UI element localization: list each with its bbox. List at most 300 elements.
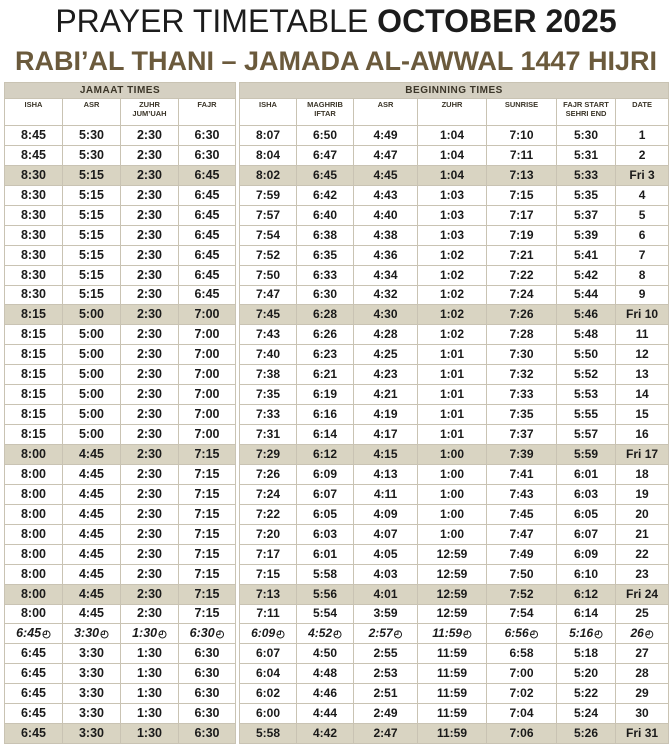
jamaat-isha-cell: 8:15 bbox=[5, 325, 63, 345]
jamaat-isha-cell: 8:30 bbox=[5, 165, 63, 185]
table-row bbox=[5, 684, 669, 704]
jamaat-fajr-cell: 6:45 bbox=[179, 205, 236, 225]
beginning-isha-cell: 7:45 bbox=[240, 305, 297, 325]
beginning-sunrise-cell: 7:02 bbox=[487, 684, 557, 704]
date-cell: Fri 17 bbox=[616, 445, 669, 465]
jamaat-asr-cell: 3:30 bbox=[63, 684, 121, 704]
beginning-fajr-start-cell: 6:12 bbox=[557, 584, 616, 604]
beginning-isha-cell: 7:15 bbox=[240, 564, 297, 584]
beginning-maghrib-cell: 6:45 bbox=[297, 165, 354, 185]
beginning-asr-cell: 2:47 bbox=[354, 724, 418, 744]
beginning-asr-cell: 4:05 bbox=[354, 544, 418, 564]
beginning-isha-cell: 6:02 bbox=[240, 684, 297, 704]
beginning-sunrise-cell: 7:15 bbox=[487, 185, 557, 205]
jamaat-fajr-cell: 6:30 bbox=[179, 126, 236, 146]
beginning-asr-cell: 4:43 bbox=[354, 185, 418, 205]
date-cell: 15 bbox=[616, 405, 669, 425]
beginning-asr-cell: 4:25 bbox=[354, 345, 418, 365]
date-cell: 22 bbox=[616, 544, 669, 564]
jamaat-isha-cell: 8:15 bbox=[5, 305, 63, 325]
beginning-fajr-start-cell: 5:16◴ bbox=[557, 624, 616, 644]
jamaat-asr-cell: 5:00 bbox=[63, 305, 121, 325]
beginning-col-maghrib: MAGHRIB IFTAR bbox=[297, 99, 354, 126]
beginning-maghrib-cell: 4:50 bbox=[297, 644, 354, 664]
beginning-zuhr-cell: 11:59 bbox=[418, 684, 487, 704]
hijri-title: RABI’AL THANI – JAMADA AL-AWWAL 1447 HIJRI bbox=[14, 46, 658, 76]
jamaat-fajr-cell: 7:15 bbox=[179, 484, 236, 504]
date-cell: 20 bbox=[616, 504, 669, 524]
beginning-col-zuhr: ZUHR bbox=[418, 99, 487, 126]
beginning-asr-cell: 4:47 bbox=[354, 145, 418, 165]
jamaat-fajr-cell: 7:00 bbox=[179, 385, 236, 405]
jamaat-asr-cell: 3:30 bbox=[63, 704, 121, 724]
jamaat-isha-cell: 8:00 bbox=[5, 445, 63, 465]
date-cell: 26◴ bbox=[616, 624, 669, 644]
beginning-maghrib-cell: 6:07 bbox=[297, 484, 354, 504]
jamaat-zuhr-cell: 1:30◴ bbox=[121, 624, 179, 644]
jamaat-isha-cell: 8:30 bbox=[5, 205, 63, 225]
jamaat-fajr-cell: 6:45 bbox=[179, 185, 236, 205]
jamaat-asr-cell: 4:45 bbox=[63, 544, 121, 564]
beginning-asr-cell: 4:07 bbox=[354, 524, 418, 544]
jamaat-isha-cell: 8:00 bbox=[5, 524, 63, 544]
table-row bbox=[5, 544, 669, 564]
table-row bbox=[5, 584, 669, 604]
beginning-zuhr-cell: 12:59 bbox=[418, 564, 487, 584]
beginning-zuhr-cell: 11:59 bbox=[418, 664, 487, 684]
beginning-isha-cell: 6:09◴ bbox=[240, 624, 297, 644]
jamaat-isha-cell: 8:30 bbox=[5, 245, 63, 265]
date-cell: 9 bbox=[616, 285, 669, 305]
beginning-isha-cell: 7:20 bbox=[240, 524, 297, 544]
jamaat-col-zuhr: ZUHR JUM’UAH bbox=[121, 99, 179, 126]
beginning-fajr-start-cell: 5:50 bbox=[557, 345, 616, 365]
beginning-zuhr-cell: 1:02 bbox=[418, 305, 487, 325]
beginning-zuhr-cell: 1:03 bbox=[418, 205, 487, 225]
date-cell: Fri 10 bbox=[616, 305, 669, 325]
beginning-zuhr-cell: 1:04 bbox=[418, 165, 487, 185]
title-prefix: PRAYER TIMETABLE bbox=[55, 3, 369, 39]
table-row bbox=[5, 245, 669, 265]
beginning-fajr-start-cell: 5:48 bbox=[557, 325, 616, 345]
jamaat-fajr-cell: 7:00 bbox=[179, 305, 236, 325]
clock-change-icon: ◴ bbox=[333, 628, 342, 640]
jamaat-zuhr-cell: 1:30 bbox=[121, 704, 179, 724]
table-row bbox=[5, 225, 669, 245]
jamaat-zuhr-cell: 2:30 bbox=[121, 185, 179, 205]
jamaat-fajr-cell: 7:00 bbox=[179, 365, 236, 385]
clock-change-icon: ◴ bbox=[594, 628, 603, 640]
jamaat-asr-cell: 5:00 bbox=[63, 425, 121, 445]
jamaat-zuhr-cell: 2:30 bbox=[121, 126, 179, 146]
table-row bbox=[5, 285, 669, 305]
jamaat-isha-cell: 8:30 bbox=[5, 265, 63, 285]
date-cell: 28 bbox=[616, 664, 669, 684]
jamaat-zuhr-cell: 2:30 bbox=[121, 425, 179, 445]
page-title bbox=[0, 2, 672, 40]
table-row bbox=[5, 145, 669, 165]
jamaat-asr-cell: 3:30 bbox=[63, 664, 121, 684]
jamaat-fajr-cell: 7:15 bbox=[179, 604, 236, 624]
beginning-asr-cell: 4:32 bbox=[354, 285, 418, 305]
beginning-sunrise-cell: 7:10 bbox=[487, 126, 557, 146]
beginning-zuhr-cell: 1:00 bbox=[418, 484, 487, 504]
jamaat-fajr-cell: 7:00 bbox=[179, 425, 236, 445]
beginning-fajr-start-cell: 5:18 bbox=[557, 644, 616, 664]
beginning-maghrib-cell: 4:46 bbox=[297, 684, 354, 704]
date-cell: Fri 3 bbox=[616, 165, 669, 185]
jamaat-isha-cell: 6:45 bbox=[5, 704, 63, 724]
beginning-sunrise-cell: 7:50 bbox=[487, 564, 557, 584]
clock-change-icon: ◴ bbox=[529, 628, 539, 640]
jamaat-asr-cell: 3:30 bbox=[63, 724, 121, 744]
table-row bbox=[5, 504, 669, 524]
beginning-isha-cell: 7:24 bbox=[240, 484, 297, 504]
table-row bbox=[5, 126, 669, 146]
beginning-fajr-start-cell: 5:22 bbox=[557, 684, 616, 704]
beginning-sunrise-cell: 7:41 bbox=[487, 464, 557, 484]
beginning-sunrise-cell: 7:11 bbox=[487, 145, 557, 165]
date-cell: 19 bbox=[616, 484, 669, 504]
beginning-maghrib-cell: 4:52◴ bbox=[297, 624, 354, 644]
jamaat-asr-cell: 4:45 bbox=[63, 584, 121, 604]
beginning-sunrise-cell: 7:47 bbox=[487, 524, 557, 544]
date-cell: 1 bbox=[616, 126, 669, 146]
jamaat-zuhr-cell: 2:30 bbox=[121, 544, 179, 564]
table-row bbox=[5, 365, 669, 385]
beginning-sunrise-cell: 7:22 bbox=[487, 265, 557, 285]
jamaat-zuhr-cell: 2:30 bbox=[121, 564, 179, 584]
clock-change-icon: ◴ bbox=[42, 628, 51, 640]
jamaat-fajr-cell: 6:45 bbox=[179, 245, 236, 265]
date-cell: 7 bbox=[616, 245, 669, 265]
beginning-maghrib-cell: 4:48 bbox=[297, 664, 354, 684]
jamaat-asr-cell: 4:45 bbox=[63, 524, 121, 544]
jamaat-isha-cell: 8:30 bbox=[5, 285, 63, 305]
beginning-isha-cell: 7:26 bbox=[240, 464, 297, 484]
beginning-asr-cell: 4:23 bbox=[354, 365, 418, 385]
jamaat-fajr-cell: 7:15 bbox=[179, 584, 236, 604]
beginning-maghrib-cell: 6:01 bbox=[297, 544, 354, 564]
beginning-maghrib-cell: 5:54 bbox=[297, 604, 354, 624]
beginning-maghrib-cell: 6:30 bbox=[297, 285, 354, 305]
beginning-isha-cell: 5:58 bbox=[240, 724, 297, 744]
clock-change-icon: ◴ bbox=[158, 628, 167, 640]
beginning-isha-cell: 7:57 bbox=[240, 205, 297, 225]
jamaat-fajr-cell: 7:15 bbox=[179, 464, 236, 484]
beginning-isha-cell: 7:47 bbox=[240, 285, 297, 305]
beginning-maghrib-cell: 6:50 bbox=[297, 126, 354, 146]
beginning-zuhr-cell: 11:59◴ bbox=[418, 624, 487, 644]
clock-change-icon: ◴ bbox=[100, 628, 109, 640]
beginning-isha-cell: 7:54 bbox=[240, 225, 297, 245]
beginning-sunrise-cell: 7:45 bbox=[487, 504, 557, 524]
jamaat-isha-cell: 8:45 bbox=[5, 126, 63, 146]
jamaat-zuhr-cell: 2:30 bbox=[121, 445, 179, 465]
beginning-asr-cell: 4:30 bbox=[354, 305, 418, 325]
jamaat-asr-cell: 5:00 bbox=[63, 385, 121, 405]
beginning-sunrise-cell: 7:06 bbox=[487, 724, 557, 744]
beginning-maghrib-cell: 6:28 bbox=[297, 305, 354, 325]
beginning-fajr-start-cell: 5:35 bbox=[557, 185, 616, 205]
date-cell: 4 bbox=[616, 185, 669, 205]
beginning-maghrib-cell: 6:26 bbox=[297, 325, 354, 345]
clock-change-icon: ◴ bbox=[644, 628, 654, 640]
beginning-maghrib-cell: 6:03 bbox=[297, 524, 354, 544]
jamaat-zuhr-cell: 2:30 bbox=[121, 604, 179, 624]
beginning-sunrise-cell: 7:35 bbox=[487, 405, 557, 425]
date-cell: 21 bbox=[616, 524, 669, 544]
beginning-sunrise-cell: 7:24 bbox=[487, 285, 557, 305]
beginning-asr-cell: 3:59 bbox=[354, 604, 418, 624]
beginning-asr-cell: 4:19 bbox=[354, 405, 418, 425]
jamaat-zuhr-cell: 1:30 bbox=[121, 664, 179, 684]
beginning-fajr-start-cell: 6:05 bbox=[557, 504, 616, 524]
date-cell: 11 bbox=[616, 325, 669, 345]
beginning-asr-cell: 4:15 bbox=[354, 445, 418, 465]
beginning-maghrib-cell: 4:44 bbox=[297, 704, 354, 724]
beginning-sunrise-cell: 7:21 bbox=[487, 245, 557, 265]
beginning-isha-cell: 7:59 bbox=[240, 185, 297, 205]
date-cell: 5 bbox=[616, 205, 669, 225]
jamaat-isha-cell: 8:00 bbox=[5, 484, 63, 504]
jamaat-zuhr-cell: 2:30 bbox=[121, 225, 179, 245]
clock-change-icon: ◴ bbox=[393, 628, 403, 640]
beginning-isha-cell: 7:11 bbox=[240, 604, 297, 624]
beginning-asr-cell: 2:49 bbox=[354, 704, 418, 724]
table-row bbox=[5, 624, 669, 644]
beginning-col-isha: ISHA bbox=[240, 99, 297, 126]
jamaat-isha-cell: 8:00 bbox=[5, 604, 63, 624]
table-row bbox=[5, 704, 669, 724]
beginning-zuhr-cell: 12:59 bbox=[418, 604, 487, 624]
beginning-maghrib-cell: 6:21 bbox=[297, 365, 354, 385]
beginning-zuhr-cell: 1:02 bbox=[418, 265, 487, 285]
beginning-maghrib-cell: 6:38 bbox=[297, 225, 354, 245]
beginning-fajr-start-cell: 5:59 bbox=[557, 445, 616, 465]
jamaat-fajr-cell: 6:30 bbox=[179, 704, 236, 724]
beginning-fajr-start-cell: 5:24 bbox=[557, 704, 616, 724]
beginning-maghrib-cell: 4:42 bbox=[297, 724, 354, 744]
beginning-asr-cell: 2:55 bbox=[354, 644, 418, 664]
beginning-fajr-start-cell: 5:57 bbox=[557, 425, 616, 445]
jamaat-zuhr-cell: 1:30 bbox=[121, 644, 179, 664]
beginning-sunrise-cell: 7:39 bbox=[487, 445, 557, 465]
beginning-zuhr-cell: 1:01 bbox=[418, 385, 487, 405]
beginning-sunrise-cell: 6:58 bbox=[487, 644, 557, 664]
beginning-zuhr-cell: 1:00 bbox=[418, 504, 487, 524]
jamaat-fajr-cell: 7:15 bbox=[179, 564, 236, 584]
beginning-isha-cell: 7:50 bbox=[240, 265, 297, 285]
beginning-zuhr-cell: 1:01 bbox=[418, 365, 487, 385]
beginning-zuhr-cell: 11:59 bbox=[418, 644, 487, 664]
jamaat-fajr-cell: 6:30 bbox=[179, 644, 236, 664]
date-cell: 25 bbox=[616, 604, 669, 624]
jamaat-zuhr-cell: 2:30 bbox=[121, 145, 179, 165]
beginning-isha-cell: 7:43 bbox=[240, 325, 297, 345]
jamaat-fajr-cell: 6:30 bbox=[179, 724, 236, 744]
jamaat-zuhr-cell: 2:30 bbox=[121, 265, 179, 285]
table-row bbox=[5, 644, 669, 664]
date-cell: 27 bbox=[616, 644, 669, 664]
clock-change-icon: ◴ bbox=[463, 628, 472, 640]
beginning-maghrib-cell: 6:14 bbox=[297, 425, 354, 445]
table-row bbox=[5, 325, 669, 345]
beginning-sunrise-cell: 7:37 bbox=[487, 425, 557, 445]
table-row bbox=[5, 524, 669, 544]
beginning-asr-cell: 4:36 bbox=[354, 245, 418, 265]
jamaat-zuhr-cell: 2:30 bbox=[121, 385, 179, 405]
jamaat-asr-cell: 5:15 bbox=[63, 225, 121, 245]
jamaat-isha-cell: 8:00 bbox=[5, 564, 63, 584]
clock-change-icon: ◴ bbox=[276, 628, 285, 640]
beginning-times-header: BEGINNING TIMES bbox=[240, 83, 669, 99]
jamaat-isha-cell: 8:00 bbox=[5, 504, 63, 524]
beginning-fajr-start-cell: 5:44 bbox=[557, 285, 616, 305]
beginning-col-sunrise: SUNRISE bbox=[487, 99, 557, 126]
date-cell: 29 bbox=[616, 684, 669, 704]
jamaat-isha-cell: 6:45 bbox=[5, 724, 63, 744]
jamaat-asr-cell: 3:30 bbox=[63, 644, 121, 664]
beginning-sunrise-cell: 7:26 bbox=[487, 305, 557, 325]
beginning-sunrise-cell: 7:32 bbox=[487, 365, 557, 385]
table-row bbox=[5, 185, 669, 205]
beginning-isha-cell: 7:13 bbox=[240, 584, 297, 604]
table-row bbox=[5, 464, 669, 484]
beginning-zuhr-cell: 1:03 bbox=[418, 185, 487, 205]
jamaat-fajr-cell: 6:30 bbox=[179, 145, 236, 165]
jamaat-zuhr-cell: 2:30 bbox=[121, 365, 179, 385]
jamaat-fajr-cell: 6:30 bbox=[179, 684, 236, 704]
beginning-asr-cell: 4:49 bbox=[354, 126, 418, 146]
jamaat-isha-cell: 8:15 bbox=[5, 345, 63, 365]
jamaat-fajr-cell: 6:30 bbox=[179, 664, 236, 684]
jamaat-isha-cell: 8:00 bbox=[5, 544, 63, 564]
date-cell: 2 bbox=[616, 145, 669, 165]
date-cell: 8 bbox=[616, 265, 669, 285]
jamaat-zuhr-cell: 2:30 bbox=[121, 245, 179, 265]
date-cell: 30 bbox=[616, 704, 669, 724]
jamaat-zuhr-cell: 2:30 bbox=[121, 285, 179, 305]
jamaat-col-isha: ISHA bbox=[5, 99, 63, 126]
jamaat-col-asr: ASR bbox=[63, 99, 121, 126]
jamaat-asr-cell: 5:15 bbox=[63, 185, 121, 205]
beginning-zuhr-cell: 1:02 bbox=[418, 325, 487, 345]
clock-change-icon: ◴ bbox=[215, 628, 225, 640]
jamaat-asr-cell: 5:15 bbox=[63, 285, 121, 305]
date-cell: Fri 24 bbox=[616, 584, 669, 604]
date-cell: 16 bbox=[616, 425, 669, 445]
jamaat-fajr-cell: 6:45 bbox=[179, 285, 236, 305]
jamaat-fajr-cell: 7:15 bbox=[179, 504, 236, 524]
jamaat-isha-cell: 8:15 bbox=[5, 425, 63, 445]
beginning-zuhr-cell: 1:04 bbox=[418, 126, 487, 146]
jamaat-asr-cell: 4:45 bbox=[63, 445, 121, 465]
beginning-asr-cell: 4:45 bbox=[354, 165, 418, 185]
beginning-sunrise-cell: 7:30 bbox=[487, 345, 557, 365]
jamaat-zuhr-cell: 2:30 bbox=[121, 464, 179, 484]
jamaat-asr-cell: 4:45 bbox=[63, 564, 121, 584]
table-row bbox=[5, 564, 669, 584]
beginning-sunrise-cell: 6:56◴ bbox=[487, 624, 557, 644]
jamaat-asr-cell: 5:15 bbox=[63, 205, 121, 225]
date-cell: 12 bbox=[616, 345, 669, 365]
beginning-isha-cell: 7:17 bbox=[240, 544, 297, 564]
beginning-isha-cell: 6:04 bbox=[240, 664, 297, 684]
jamaat-fajr-cell: 7:00 bbox=[179, 345, 236, 365]
table-row bbox=[5, 345, 669, 365]
date-cell: 23 bbox=[616, 564, 669, 584]
beginning-fajr-start-cell: 6:01 bbox=[557, 464, 616, 484]
date-cell: 14 bbox=[616, 385, 669, 405]
table-row bbox=[5, 484, 669, 504]
beginning-fajr-start-cell: 6:14 bbox=[557, 604, 616, 624]
beginning-fajr-start-cell: 5:46 bbox=[557, 305, 616, 325]
table-row bbox=[5, 604, 669, 624]
beginning-asr-cell: 4:38 bbox=[354, 225, 418, 245]
beginning-zuhr-cell: 11:59 bbox=[418, 704, 487, 724]
beginning-zuhr-cell: 1:01 bbox=[418, 345, 487, 365]
beginning-isha-cell: 7:33 bbox=[240, 405, 297, 425]
jamaat-asr-cell: 5:15 bbox=[63, 245, 121, 265]
jamaat-isha-cell: 6:45 bbox=[5, 644, 63, 664]
table-row bbox=[5, 165, 669, 185]
jamaat-zuhr-cell: 2:30 bbox=[121, 305, 179, 325]
beginning-isha-cell: 7:22 bbox=[240, 504, 297, 524]
beginning-isha-cell: 8:04 bbox=[240, 145, 297, 165]
beginning-maghrib-cell: 6:12 bbox=[297, 445, 354, 465]
jamaat-isha-cell: 6:45 bbox=[5, 684, 63, 704]
beginning-isha-cell: 7:38 bbox=[240, 365, 297, 385]
beginning-zuhr-cell: 12:59 bbox=[418, 544, 487, 564]
jamaat-zuhr-cell: 2:30 bbox=[121, 405, 179, 425]
jamaat-asr-cell: 5:00 bbox=[63, 405, 121, 425]
jamaat-fajr-cell: 7:15 bbox=[179, 445, 236, 465]
date-cell: 13 bbox=[616, 365, 669, 385]
beginning-zuhr-cell: 1:04 bbox=[418, 145, 487, 165]
beginning-fajr-start-cell: 6:03 bbox=[557, 484, 616, 504]
beginning-sunrise-cell: 7:13 bbox=[487, 165, 557, 185]
jamaat-fajr-cell: 7:15 bbox=[179, 524, 236, 544]
jamaat-isha-cell: 8:00 bbox=[5, 584, 63, 604]
jamaat-asr-cell: 5:30 bbox=[63, 145, 121, 165]
jamaat-asr-cell: 4:45 bbox=[63, 484, 121, 504]
jamaat-zuhr-cell: 2:30 bbox=[121, 325, 179, 345]
table-row bbox=[5, 445, 669, 465]
beginning-asr-cell: 2:57◴ bbox=[354, 624, 418, 644]
table-row bbox=[5, 305, 669, 325]
beginning-zuhr-cell: 1:01 bbox=[418, 405, 487, 425]
beginning-maghrib-cell: 6:09 bbox=[297, 464, 354, 484]
beginning-sunrise-cell: 7:54 bbox=[487, 604, 557, 624]
jamaat-asr-cell: 3:30◴ bbox=[63, 624, 121, 644]
beginning-asr-cell: 4:17 bbox=[354, 425, 418, 445]
beginning-fajr-start-cell: 6:09 bbox=[557, 544, 616, 564]
jamaat-fajr-cell: 7:00 bbox=[179, 325, 236, 345]
beginning-asr-cell: 4:21 bbox=[354, 385, 418, 405]
jamaat-zuhr-cell: 1:30 bbox=[121, 684, 179, 704]
beginning-fajr-start-cell: 6:07 bbox=[557, 524, 616, 544]
jamaat-fajr-cell: 6:45 bbox=[179, 265, 236, 285]
beginning-fajr-start-cell: 5:31 bbox=[557, 145, 616, 165]
table-row bbox=[5, 405, 669, 425]
beginning-fajr-start-cell: 6:10 bbox=[557, 564, 616, 584]
beginning-isha-cell: 7:31 bbox=[240, 425, 297, 445]
jamaat-asr-cell: 5:00 bbox=[63, 325, 121, 345]
beginning-zuhr-cell: 1:03 bbox=[418, 225, 487, 245]
beginning-sunrise-cell: 7:19 bbox=[487, 225, 557, 245]
beginning-isha-cell: 6:07 bbox=[240, 644, 297, 664]
